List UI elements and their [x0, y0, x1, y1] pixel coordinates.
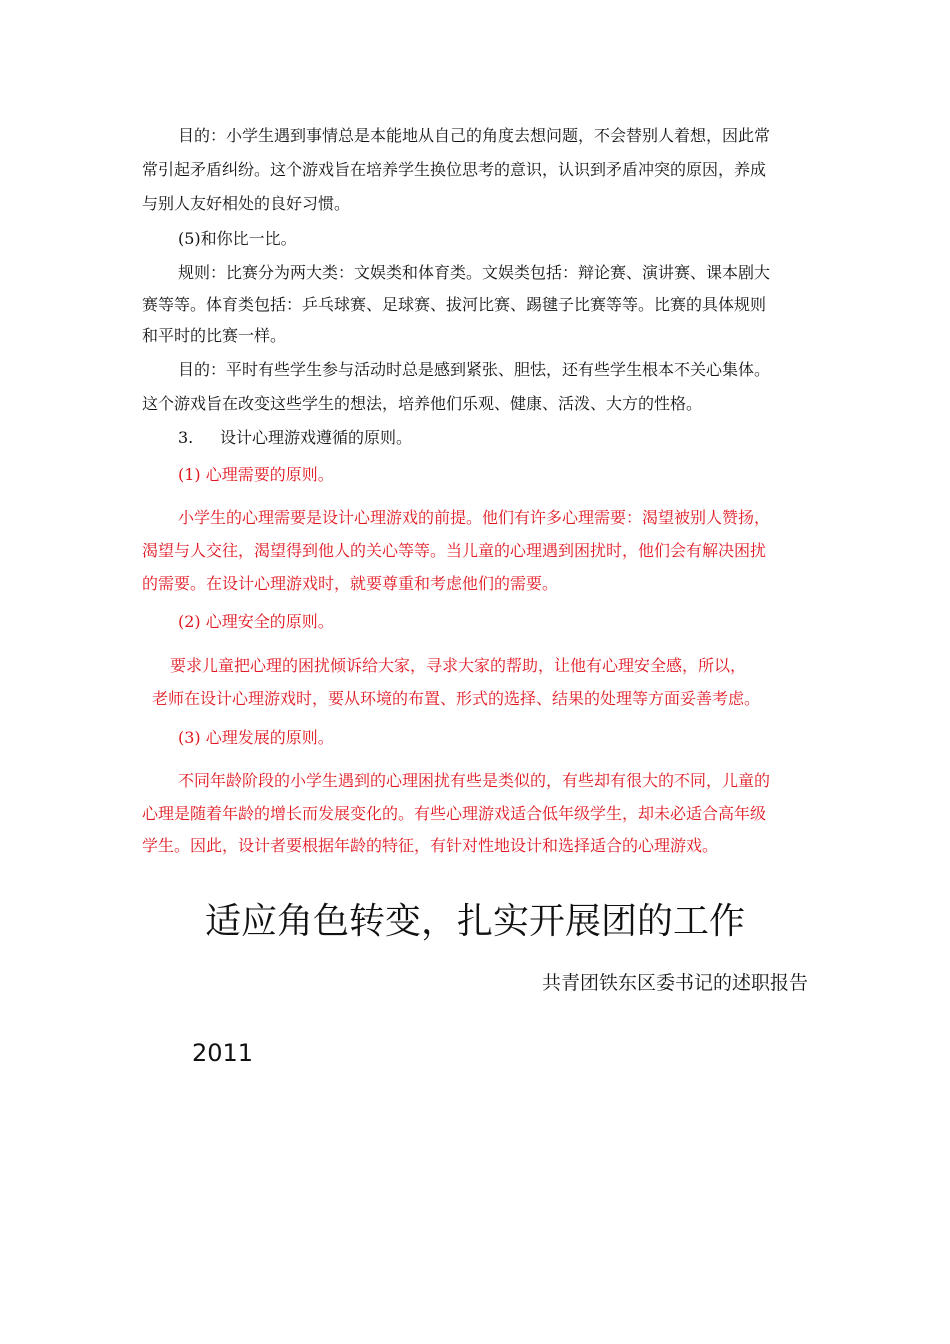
principle-2-text-line-2: 老师在设计心理游戏时，要从环境的布置、形式的选择、结果的处理等方面妥善考虑。 [152, 689, 761, 708]
paragraph-purpose-1-line-2: 常引起矛盾纠纷。这个游戏旨在培养学生换位思考的意识，认识到矛盾冲突的原因，养成 [142, 160, 767, 179]
principle-1-text-line-2: 渴望与人交往，渴望得到他人的关心等等。当儿童的心理遇到困扰时，他们会有解决困扰 [142, 541, 767, 560]
section-3-number: 3. [178, 428, 194, 447]
paragraph-purpose-2-line-1: 目的：平时有些学生参与活动时总是感到紧张、胆怯，还有些学生根本不关心集体。 [178, 360, 771, 379]
principle-1-heading: (1) 心理需要的原则。 [178, 465, 334, 484]
paragraph-purpose-2-line-2: 这个游戏旨在改变这些学生的想法，培养他们乐观、健康、活泼、大方的性格。 [142, 394, 703, 413]
principle-2-text-line-1: 要求儿童把心理的困扰倾诉给大家，寻求大家的帮助，让他有心理安全感，所以， [170, 656, 747, 675]
list-item-5: (5)和你比一比。 [178, 229, 297, 248]
section-3-heading: 设计心理游戏遵循的原则。 [220, 428, 413, 447]
paragraph-rules-line-3: 和平时的比赛一样。 [142, 326, 287, 345]
principle-3-heading: (3) 心理发展的原则。 [178, 728, 334, 747]
paragraph-purpose-1-line-3: 与别人友好相处的良好习惯。 [142, 194, 351, 213]
principle-2-heading: (2) 心理安全的原则。 [178, 612, 334, 631]
paragraph-purpose-1-line-1: 目的：小学生遇到事情总是本能地从自己的角度去想问题，不会替别人着想，因此常 [178, 126, 771, 145]
report-title: 适应角色转变，扎实开展团的工作 [204, 901, 745, 942]
paragraph-rules-line-2: 赛等等。体育类包括：乒乓球赛、足球赛、拔河比赛、踢毽子比赛等等。比赛的具体规则 [142, 295, 767, 314]
report-subtitle: 共青团铁东区委书记的述职报告 [541, 972, 808, 994]
principle-1-text-line-3: 的需要。在设计心理游戏时，就要尊重和考虑他们的需要。 [142, 574, 559, 593]
report-year: 2011 [192, 1039, 254, 1067]
principle-3-text-line-2: 心理是随着年龄的增长而发展变化的。有些心理游戏适合低年级学生，却未必适合高年级 [142, 804, 767, 823]
principle-1-text-line-1: 小学生的心理需要是设计心理游戏的前提。他们有许多心理需要：渴望被别人赞扬， [178, 508, 771, 527]
principle-3-text-line-1: 不同年龄阶段的小学生遇到的心理困扰有些是类似的，有些却有很大的不同，儿童的 [178, 771, 771, 790]
paragraph-rules-line-1: 规则：比赛分为两大类：文娱类和体育类。文娱类包括：辩论赛、演讲赛、课本剧大 [178, 263, 771, 282]
principle-3-text-line-3: 学生。因此，设计者要根据年龄的特征，有针对性地设计和选择适合的心理游戏。 [142, 836, 719, 855]
